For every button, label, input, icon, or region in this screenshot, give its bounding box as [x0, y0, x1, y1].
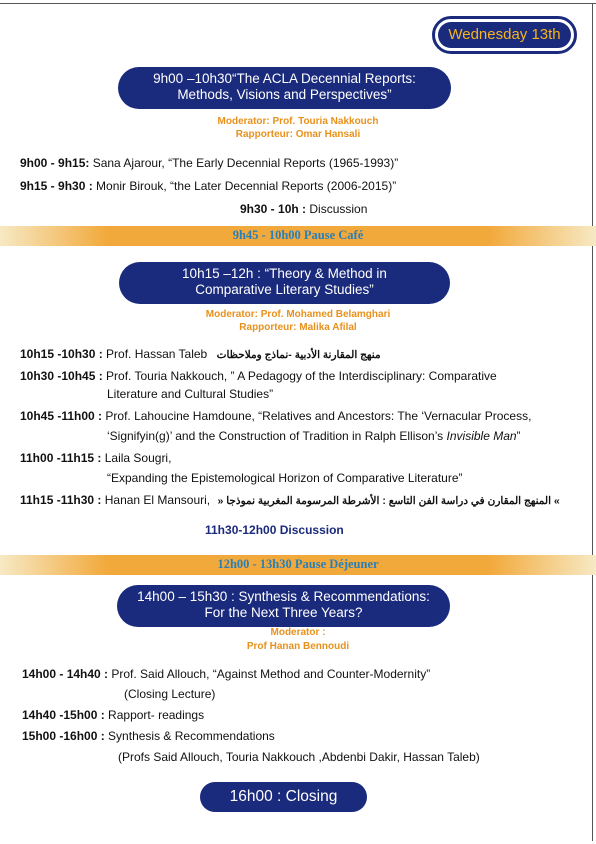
session2-talk-3	[20, 409, 531, 424]
page-top-border	[0, 3, 596, 4]
session1-discussion	[240, 202, 367, 217]
session2-title-pill	[119, 262, 450, 304]
session3-talk-3	[22, 729, 275, 744]
session2-talk-2-cont: Literature and Cultural Studies”	[107, 387, 274, 401]
talk-text: ”	[516, 429, 521, 443]
discussion-time: 9h30 - 10h :	[240, 202, 307, 216]
talk-text: Prof. Touria Nakkouch, ” A Pedagogy of the Interdisciplinary: Comparative	[102, 369, 497, 383]
session3-moderator-label: Moderator :	[270, 627, 326, 638]
session2-talk-1	[20, 347, 381, 363]
talk-time: 15h00 -16h00 :	[22, 729, 105, 743]
talk-time: 11h00 -11h15 :	[20, 451, 102, 465]
session2-talk-4	[20, 451, 171, 466]
session2-talk-2	[20, 369, 497, 384]
talk-arabic-title: » المنهج المقارن في دراسة الفن التاسع : الأشرطة المرسومة المغربية نموذجا «	[217, 495, 560, 507]
session2-title-line1: 10h15 –12h : “Theory & Method in	[182, 266, 387, 281]
session3-talk-3-cont: (Profs Said Allouch, Touria Nakkouch ,Abdenbi Dakir, Hassan Taleb)	[118, 750, 480, 764]
session3-title-pill	[117, 585, 450, 627]
session2-moderator: Moderator: Prof. Mohamed Belamghari	[205, 309, 391, 320]
session3-talk-2	[22, 708, 204, 723]
talk-text: Synthesis & Recommendations	[104, 729, 275, 743]
session3-moderator-name: Prof Hanan Bennoudi	[246, 641, 350, 652]
session2-title-line2: Comparative Literary Studies”	[195, 282, 374, 297]
session2-talk-5	[20, 493, 560, 509]
lunch-break-band	[0, 555, 596, 575]
session1-rapporteur: Rapporteur: Omar Hansali	[235, 129, 361, 140]
book-title: Invisible Man	[446, 429, 517, 443]
talk-text: Prof. Said Allouch, “Against Method and Counter-Modernity”	[108, 667, 431, 681]
session1-title-pill	[118, 67, 451, 109]
talk-time: 10h45 -11h00 :	[20, 409, 103, 423]
session3-talk-1-cont: (Closing Lecture)	[124, 687, 216, 701]
session2-discussion: 11h30-12h00 Discussion	[205, 523, 344, 537]
session3-title-line1: 14h00 – 15h30 : Synthesis & Recommendations:	[137, 589, 430, 604]
talk-time: 14h40 -15h00 :	[22, 708, 105, 722]
session2-talk-4-cont: “Expanding the Epistemological Horizon of Comparative Literature”	[107, 471, 463, 485]
coffee-break-label: 9h45 - 10h00 Pause Café	[232, 228, 364, 242]
talk-text: Monir Birouk, “the Later Decennial Reports (2006-2015)”	[92, 179, 397, 193]
talk-text: Laila Sougri,	[101, 451, 172, 465]
talk-time: 14h00 - 14h40 :	[22, 667, 109, 681]
talk-time: 11h15 -11h30 :	[20, 493, 102, 507]
talk-time: 9h15 - 9h30 :	[20, 179, 93, 193]
talk-text: Prof. Lahoucine Hamdoune, “Relatives and Ancestors: The ‘Vernacular Process,	[102, 409, 532, 423]
session3-talk-1	[22, 667, 430, 682]
session3-title-line2: For the Next Three Years?	[204, 605, 363, 620]
lunch-break-label: 12h00 - 13h30 Pause Déjeuner	[217, 557, 379, 571]
session1-title-line1: 9h00 –10h30“The ACLA Decennial Reports:	[153, 71, 416, 86]
session2-rapporteur: Rapporteur: Malika Afilal	[239, 322, 357, 333]
talk-time: 10h15 -10h30 :	[20, 347, 103, 361]
session1-title-line2: Methods, Visions and Perspectives”	[177, 87, 392, 102]
session1-moderator: Moderator: Prof. Touria Nakkouch	[217, 116, 379, 127]
talk-text: ‘Signifyin(g)’ and the Construction of Tradition in Ralph Ellison’s	[107, 429, 447, 443]
session2-talk-3-cont	[107, 429, 521, 444]
talk-arabic-title: منهج المقارنة الأدبية -نماذج وملاحظات	[216, 349, 381, 361]
closing-label: 16h00 : Closing	[229, 788, 338, 805]
talk-time: 10h30 -10h45 :	[20, 369, 103, 383]
closing-pill	[200, 782, 367, 812]
talk-text: Sana Ajarour, “The Early Decennial Reports (1965-1993)”	[89, 156, 399, 170]
discussion-label: Discussion	[306, 202, 368, 216]
talk-text: Rapport- readings	[104, 708, 205, 722]
talk-time: 9h00 - 9h15:	[20, 156, 90, 170]
talk-text: Hanan El Mansouri,	[101, 493, 211, 507]
day-badge	[432, 16, 577, 54]
coffee-break-band	[0, 226, 596, 246]
talk-text: Prof. Hassan Taleb	[102, 347, 208, 361]
day-label: Wednesday 13th	[438, 22, 571, 48]
session1-talk-1	[20, 156, 398, 171]
session1-talk-2	[20, 179, 396, 194]
